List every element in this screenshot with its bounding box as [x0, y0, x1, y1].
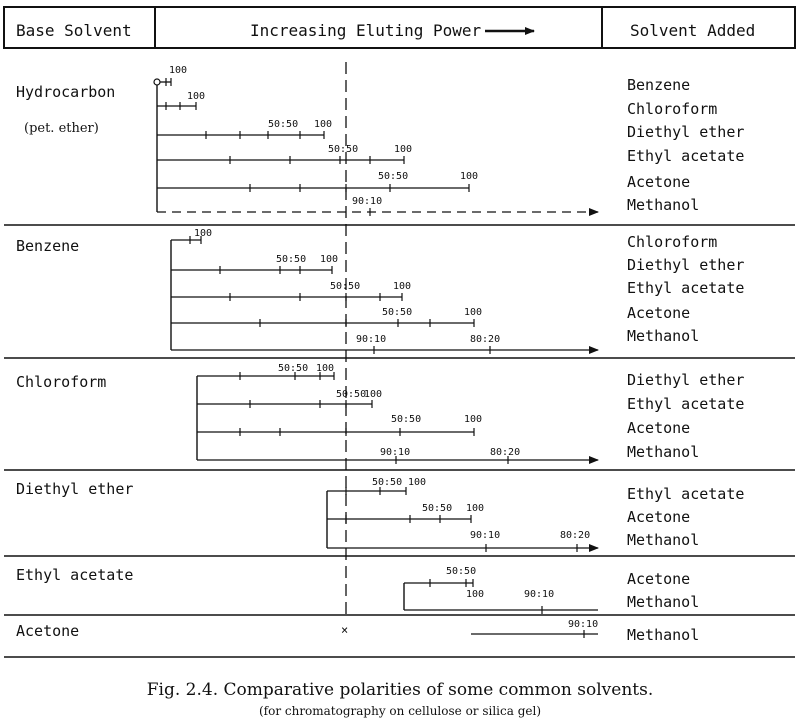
solvent-added-label: Ethyl acetate [627, 485, 745, 503]
solvent-added-label: Acetone [627, 304, 691, 322]
ratio-label: 50:50 [268, 119, 299, 130]
base-solvent-label: Ethyl acetate [16, 566, 134, 584]
base-solvent-label: Hydrocarbon [16, 83, 116, 101]
ratio-label: 50:50 [330, 281, 361, 292]
ratio-label: 100 [187, 91, 206, 102]
solvent-added-label: Acetone [627, 419, 691, 437]
figure-caption: Fig. 2.4. Comparative polarities of some common solvents. [146, 680, 654, 700]
solvent-added-label: Chloroform [627, 233, 718, 251]
ratio-label: 90:10 [352, 196, 383, 207]
ratio-label: 100 [320, 254, 339, 265]
ratio-label: 90:10 [470, 530, 501, 541]
solvent-added-label: Methanol [627, 196, 700, 214]
ratio-label: 50:50 [382, 307, 413, 318]
base-solvent-label: Chloroform [16, 373, 107, 391]
solvent-added-label: Methanol [627, 626, 700, 644]
solvent-added-label: Methanol [627, 593, 700, 611]
header-solvent-added: Solvent Added [630, 21, 756, 40]
solvent-added-label: Acetone [627, 570, 691, 588]
solvent-added-label: Benzene [627, 76, 691, 94]
solvent-added-label: Acetone [627, 508, 691, 526]
header-row [4, 7, 795, 48]
ratio-label: 50:50 [276, 254, 307, 265]
ratio-label: 80:20 [490, 447, 521, 458]
solvent-added-label: Methanol [627, 531, 700, 549]
ratio-label: 100 [393, 281, 412, 292]
header-eluting-power: Increasing Eluting Power [250, 21, 482, 40]
ratio-label: 100 [364, 389, 383, 400]
solvent-added-label: Ethyl acetate [627, 395, 745, 413]
ratio-label: 80:20 [470, 334, 501, 345]
base-solvent-label: Diethyl ether [16, 480, 134, 498]
ratio-label: 100 [394, 144, 413, 155]
reference-mark-icon: × [341, 623, 349, 637]
ratio-label: 100 [169, 65, 188, 76]
solvent-added-label: Diethyl ether [627, 256, 745, 274]
solvent-added-label: Acetone [627, 173, 691, 191]
solvent-added-label: Chloroform [627, 100, 718, 118]
solvent-lines [16, 65, 744, 644]
ratio-label: 100 [408, 477, 427, 488]
header-base-solvent: Base Solvent [16, 21, 132, 40]
figure-subcaption: (for chromatography on cellulose or silica gel) [258, 704, 542, 718]
solvent-added-label: Diethyl ether [627, 371, 745, 389]
ratio-label: 50:50 [372, 477, 403, 488]
base-solvent-label: Acetone [16, 622, 80, 640]
ratio-label: 90:10 [380, 447, 411, 458]
base-solvent-note: (pet. ether) [24, 121, 99, 136]
solvent-added-label: Methanol [627, 443, 700, 461]
ratio-label: 100 [464, 414, 483, 425]
ratio-label: 100 [464, 307, 483, 318]
ratio-label: 100 [466, 589, 485, 600]
solvent-added-label: Diethyl ether [627, 123, 745, 141]
solvent-added-label: Methanol [627, 327, 700, 345]
ratio-label: 100 [194, 228, 213, 239]
start-marker-icon [154, 79, 160, 85]
ratio-label: 50:50 [422, 503, 453, 514]
ratio-label: 90:10 [568, 619, 599, 630]
ratio-label: 50:50 [446, 566, 477, 577]
ratio-label: 100 [316, 363, 335, 374]
solvent-added-label: Ethyl acetate [627, 279, 745, 297]
solvent-added-label: Ethyl acetate [627, 147, 745, 165]
ratio-label: 100 [314, 119, 333, 130]
ratio-label: 100 [466, 503, 485, 514]
ratio-label: 100 [460, 171, 479, 182]
ratio-label: 90:10 [524, 589, 555, 600]
ratio-label: 50:50 [391, 414, 422, 425]
ratio-label: 80:20 [560, 530, 591, 541]
ratio-label: 50:50 [278, 363, 309, 374]
ratio-label: 90:10 [356, 334, 387, 345]
ratio-label: 50:50 [336, 389, 367, 400]
ratio-label: 50:50 [328, 144, 359, 155]
base-solvent-label: Benzene [16, 237, 80, 255]
ratio-label: 50:50 [378, 171, 409, 182]
